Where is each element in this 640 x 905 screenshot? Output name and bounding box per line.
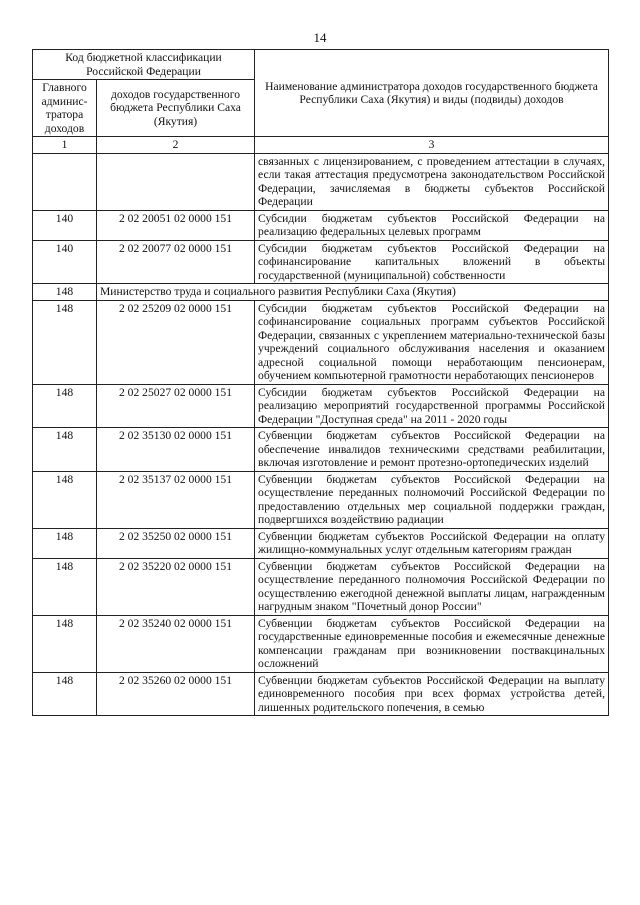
income-description: Субвенции бюджетам субъектов Российской Федерации на выплату единовременного пособия при всех формах устройства детей, лишенных родительского попечения, в семью (255, 672, 609, 716)
income-description: Субвенции бюджетам субъектов Российской Федерации на государственные единовременные пособия и ежемесячные денежные компенсации гражданам при возникновении поствакцинальных осложнений (255, 615, 609, 672)
ministry-row (33, 284, 609, 301)
income-code: 2 02 35250 02 0000 151 (97, 528, 255, 558)
admin-code: 148 (33, 384, 97, 428)
column-index: 1 (33, 137, 97, 154)
income-description: Субсидии бюджетам субъектов Российской Федерации на софинансирование капитальных вложений в объекты государственной (муниципальной) собственности (255, 240, 609, 284)
header-column-income: доходов государственного бюджета Республики Саха (Якутия) (97, 80, 255, 137)
income-description: Субсидии бюджетам субъектов Российской Федерации на реализацию федеральных целевых программ (255, 210, 609, 240)
ministry-admin-code: 148 (33, 284, 97, 301)
column-index-row (33, 137, 609, 154)
column-index: 3 (255, 137, 609, 154)
admin-code: 148 (33, 471, 97, 528)
income-code: 2 02 35130 02 0000 151 (97, 428, 255, 472)
table-row (33, 615, 609, 672)
income-description: Субвенции бюджетам субъектов Российской Федерации на осуществление переданных полномочий Российской Федерации по предоставлению отдельных мер социальной поддержки граждан, подвергшихся воздействию радиации (255, 471, 609, 528)
table-row (33, 558, 609, 615)
table-row (33, 300, 609, 384)
income-code (97, 153, 255, 210)
header-group-title: Код бюджетной классификации Российской Федерации (33, 50, 255, 80)
table-row (33, 471, 609, 528)
income-description: Субвенции бюджетам субъектов Российской Федерации на оплату жилищно-коммунальных услуг отдельным категориям граждан (255, 528, 609, 558)
income-description: Субсидии бюджетам субъектов Российской Федерации на софинансирование социальных программ субъектов Российской Федерации, связанных с укреплением материально-технической базы учреждений социального обслуживания населения и оказанием адресной социальной помощи неработающим пенсионерам, обучением компьютерной грамотности неработающих пенсионеров (255, 300, 609, 384)
income-description: Субвенции бюджетам субъектов Российской Федерации на осуществление переданного полномочия Российской Федерации по осуществлению ежегодной денежной выплаты лицам, награжденным нагрудным знаком "Почетный донор России" (255, 558, 609, 615)
admin-code (33, 153, 97, 210)
table-row (33, 384, 609, 428)
income-code: 2 02 25209 02 0000 151 (97, 300, 255, 384)
admin-code: 148 (33, 300, 97, 384)
admin-code: 148 (33, 528, 97, 558)
ministry-name: Министерство труда и социального развития Республики Саха (Якутия) (97, 284, 609, 301)
budget-classification-table (32, 49, 609, 716)
admin-code: 148 (33, 558, 97, 615)
table-row (33, 210, 609, 240)
income-description: Субвенции бюджетам субъектов Российской Федерации на обеспечение инвалидов техническими средствами реабилитации, включая изготовление и ремонт протезно-ортопедических изделий (255, 428, 609, 472)
income-code: 2 02 25027 02 0000 151 (97, 384, 255, 428)
header-column-name: Наименование администратора доходов государственного бюджета Республики Саха (Якутия) и виды (подвиды) доходов (255, 50, 609, 137)
table-row (33, 428, 609, 472)
table-row (33, 240, 609, 284)
income-code: 2 02 35220 02 0000 151 (97, 558, 255, 615)
income-code: 2 02 20077 02 0000 151 (97, 240, 255, 284)
table-row (33, 672, 609, 716)
column-index: 2 (97, 137, 255, 154)
income-description: Субсидии бюджетам субъектов Российской Федерации на реализацию мероприятий государственной программы Российской Федерации "Доступная среда" на 2011 - 2020 годы (255, 384, 609, 428)
table-row (33, 528, 609, 558)
income-description: связанных с лицензированием, с проведением аттестации в случаях, если такая аттестация предусмотрена законодательством Российской Федерации, зачисляемая в бюджеты субъектов Российской Федерации (255, 153, 609, 210)
header-column-admin: Главного админис-тратора доходов (33, 80, 97, 137)
admin-code: 140 (33, 240, 97, 284)
income-code: 2 02 35260 02 0000 151 (97, 672, 255, 716)
admin-code: 148 (33, 428, 97, 472)
admin-code: 148 (33, 672, 97, 716)
page-number: 14 (313, 30, 327, 45)
income-code: 2 02 35240 02 0000 151 (97, 615, 255, 672)
table-row (33, 153, 609, 210)
admin-code: 140 (33, 210, 97, 240)
header-row-1 (33, 50, 609, 80)
income-code: 2 02 35137 02 0000 151 (97, 471, 255, 528)
admin-code: 148 (33, 615, 97, 672)
income-code: 2 02 20051 02 0000 151 (97, 210, 255, 240)
